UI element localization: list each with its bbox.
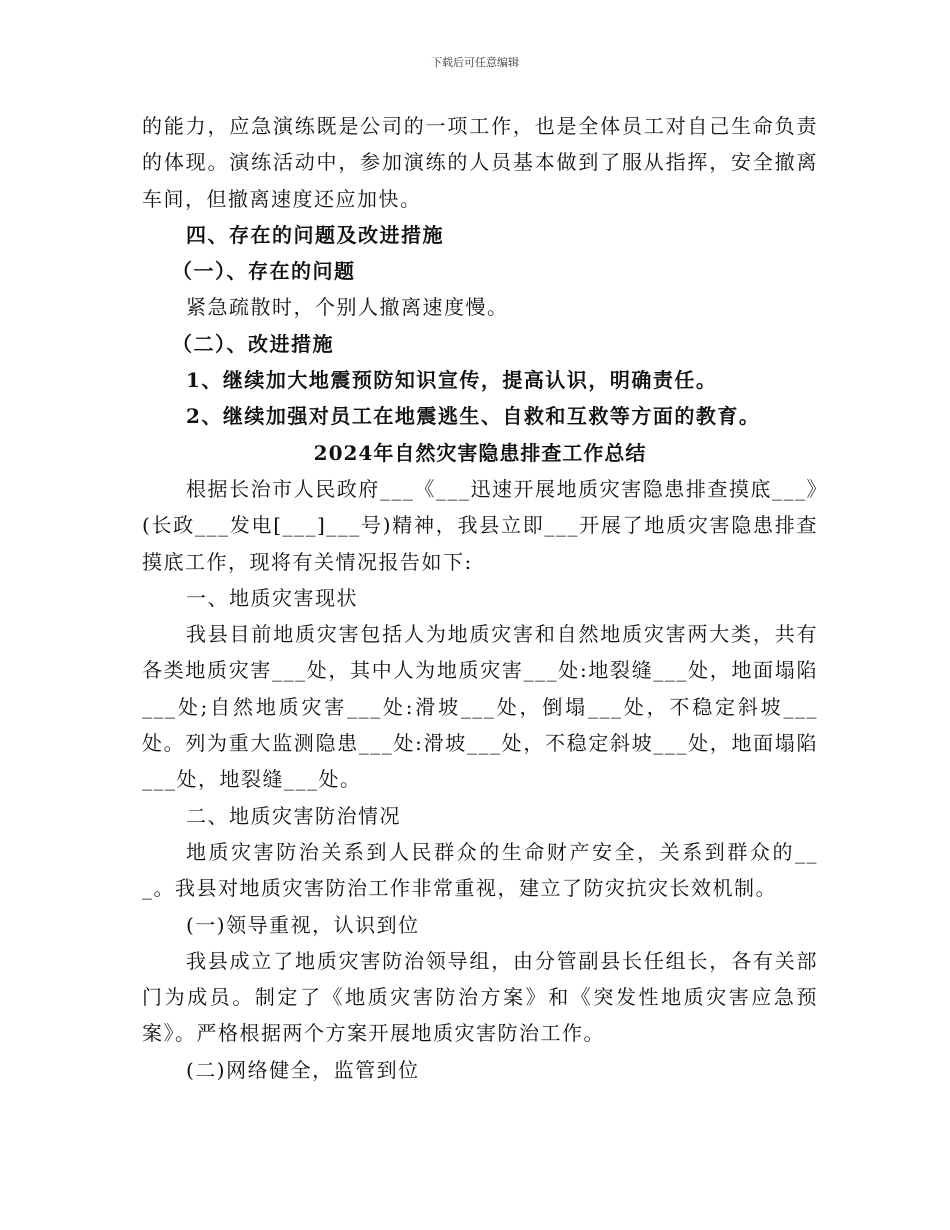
subheading-existing-problems: （一）、存在的问题 — [172, 259, 356, 284]
section-heading-status: 一、地质灾害现状 — [186, 585, 358, 610]
paragraph-intro: 根据长治市人民政府___《___迅速开展地质灾害隐患排查摸底___》(长政___发电[___]___号)精神，我县立即___开展了地质灾害隐患排查摸底工作，现将有关情况报告如下: — [142, 476, 818, 574]
section-heading-problems: 四、存在的问题及改进措施 — [186, 222, 444, 247]
page-header-note: 下载后可任意编辑 — [431, 56, 519, 69]
document-title: 2024年自然灾害隐患排查工作总结 — [313, 440, 647, 465]
document-body — [142, 108, 818, 1088]
paragraph-drill-ability: 的能力，应急演练既是公司的一项工作，也是全体员工对自己生命负责的体现。演练活动中，参加演练的人员基本做到了服从指挥，安全撤离车间，但撤离速度还应加快。 — [142, 114, 818, 211]
subheading-leadership: (一)领导重视，认识到位 — [186, 912, 420, 937]
measure-item-2: 2、继续加强对员工在地震逃生、自救和互救等方面的教育。 — [186, 404, 761, 429]
measure-item-1: 1、继续加大地震预防知识宣传，提高认识，明确责任。 — [186, 368, 718, 393]
paragraph-status: 我县目前地质灾害包括人为地质灾害和自然地质灾害两大类，共有各类地质灾害___处，其中人为地质灾害___处:地裂缝___处，地面塌陷___处;自然地质灾害___处:滑坡___处，倒塌___处，不稳定斜坡___处。列为重大监测隐患___处:滑坡___处，不稳定斜坡___处，地面塌陷___处，地裂缝___处。 — [142, 622, 818, 792]
section-heading-prevention: 二、地质灾害防治情况 — [186, 803, 401, 828]
subheading-improvements: （二）、改进措施 — [172, 331, 334, 356]
paragraph-problem: 紧急疏散时，个别人撤离速度慢。 — [186, 295, 509, 320]
subheading-network: (二)网络健全，监管到位 — [186, 1057, 420, 1082]
paragraph-leadership: 我县成立了地质灾害防治领导组，由分管副县长任组长，各有关部门为成员。制定了《地质灾害防治方案》和《突发性地质灾害应急预案》。严格根据两个方案开展地质灾害防治工作。 — [142, 948, 818, 1046]
paragraph-prevention: 地质灾害防治关系到人民群众的生命财产安全，关系到群众的___。我县对地质灾害防治工作非常重视，建立了防灾抗灾长效机制。 — [142, 839, 818, 901]
